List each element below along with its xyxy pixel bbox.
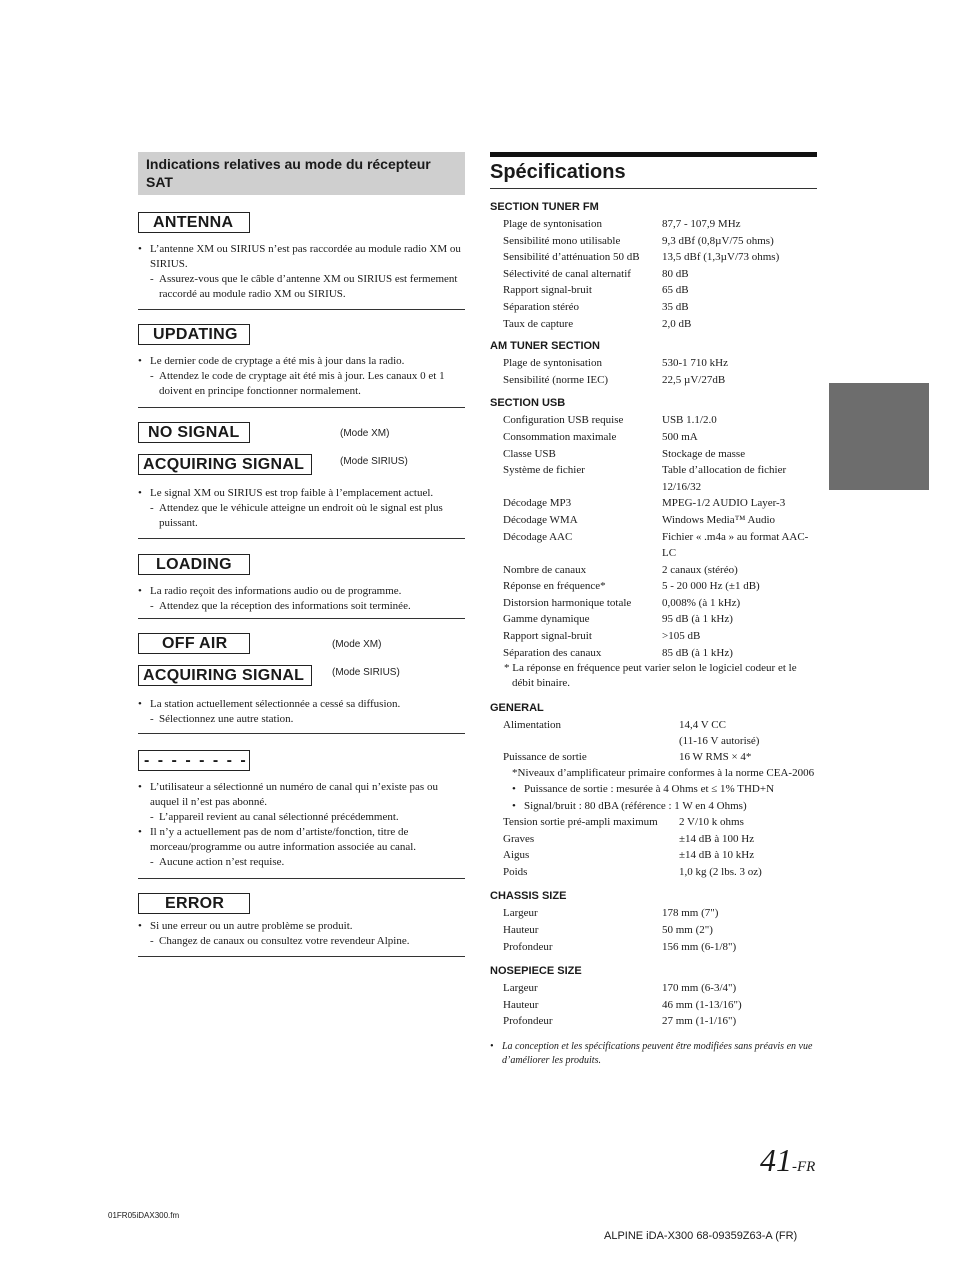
spec-value: 65 dB [662, 284, 689, 297]
spec-label: Système de fichier [503, 464, 585, 477]
fm-spec-rows [490, 216, 817, 332]
spec-row [490, 249, 817, 266]
off-air-section [138, 633, 465, 734]
spec-row [490, 562, 817, 579]
spec-label: Sélectivité de canal alternatif [503, 267, 631, 280]
divider [138, 618, 465, 619]
spec-label: Profondeur [503, 1015, 553, 1028]
spec-label: Rapport signal-bruit [503, 284, 592, 297]
bullet-item: • La station actuellement sélectionnée a cessé sa diffusion. [138, 697, 465, 712]
spec-value: 46 mm (1-13/16") [662, 998, 742, 1011]
spec-value-line: 14,4 V CC [679, 719, 726, 732]
spec-label: Largeur [503, 982, 538, 995]
spec-row [490, 997, 817, 1014]
antenna-list [138, 242, 465, 302]
error-display: ERROR [138, 893, 250, 914]
action-item: - Attendez le code de cryptage ait été mis à jour. Les canaux 0 et 1 doivent en principe fonctionner normalement. [138, 369, 465, 399]
spec-row [490, 847, 817, 864]
antenna-display: ANTENNA [138, 212, 250, 233]
spec-row [490, 429, 817, 446]
spec-row [490, 412, 817, 429]
spec-label: Taux de capture [503, 317, 574, 330]
spec-label: Puissance de sortie [503, 751, 587, 764]
spec-label: Décodage AAC [503, 530, 573, 543]
spec-value: 530-1 710 kHz [662, 357, 728, 370]
am-section-title: AM TUNER SECTION [490, 340, 600, 353]
chassis-section-title: CHASSIS SIZE [490, 890, 567, 903]
usb-spec-rows [490, 412, 817, 661]
loading-display: LOADING [138, 554, 250, 575]
action-item: - Aucune action n’est requise. [138, 855, 465, 870]
spec-value: 2 V/10 k ohms [679, 816, 744, 829]
spec-row [490, 282, 817, 299]
spec-label: Gamme dynamique [503, 613, 590, 626]
spec-label: Décodage MP3 [503, 497, 572, 510]
acquiring-signal-display: ACQUIRING SIGNAL [138, 454, 312, 475]
spec-label: Consommation maximale [503, 430, 617, 443]
no-signal-list [138, 486, 465, 531]
divider [138, 407, 465, 408]
spec-row [490, 578, 817, 595]
spec-row [490, 611, 817, 628]
spec-label: Séparation stéréo [503, 300, 580, 313]
general-note-bullet: • Puissance de sortie : mesurée à 4 Ohms et ≤ 1% THD+N [512, 781, 817, 798]
usb-note: * La réponse en fréquence peut varier selon le logiciel codeur et le débit binaire. [504, 662, 797, 690]
spec-label: Graves [503, 832, 535, 845]
spec-value: 170 mm (6-3/4") [662, 982, 737, 995]
action-item: - Changez de canaux ou consultez votre revendeur Alpine. [138, 934, 465, 949]
spec-value: 178 mm (7") [662, 907, 719, 920]
spec-label: Hauteur [503, 924, 539, 936]
spec-row [490, 512, 817, 529]
spec-value: Stockage de masse [662, 447, 746, 460]
spec-row [490, 749, 817, 766]
spec-row [490, 495, 817, 512]
spec-label: Sensibilité (norme IEC) [503, 373, 609, 386]
chapter-tab [829, 383, 929, 490]
mode-xm-note: (Mode XM) [340, 428, 390, 439]
spec-row [490, 299, 817, 316]
loading-list [138, 584, 465, 614]
sat-indications-column [138, 152, 465, 957]
mode-xm-note: (Mode XM) [332, 639, 382, 650]
spec-value: Table d’allocation de fichier 12/16/32 [662, 464, 787, 493]
spec-label: Profondeur [503, 940, 553, 953]
spec-value [679, 717, 817, 749]
spec-label: Configuration USB requise [503, 414, 624, 427]
spec-label: Réponse en fréquence* [503, 580, 606, 593]
acquiring-signal-display: ACQUIRING SIGNAL [138, 665, 312, 686]
general-note: *Niveaux d’amplificateur primaire conformes à la norme CEA-2006 [512, 767, 815, 780]
bullet-item: • Il n’y a actuellement pas de nom d’artiste/fonction, titre de morceau/programme ou autre information associée au canal. [138, 825, 465, 855]
spec-value: MPEG-1/2 AUDIO Layer-3 [662, 497, 786, 510]
spec-row [490, 316, 817, 333]
action-item: - Attendez que le véhicule atteigne un endroit où le signal est plus puissant. [138, 501, 465, 531]
error-list [138, 919, 465, 949]
bullet-item: • La radio reçoit des informations audio ou de programme. [138, 584, 465, 599]
spec-label: Décodage WMA [503, 513, 578, 526]
spec-row [490, 233, 817, 250]
spec-row [490, 595, 817, 612]
general-spec-rows [490, 814, 817, 880]
divider [138, 309, 465, 310]
spec-label: Distorsion harmonique totale [503, 596, 632, 609]
spec-label: Alimentation [503, 719, 562, 732]
usb-section-title: SECTION USB [490, 397, 566, 410]
spec-label: Sensibilité d’atténuation 50 dB [503, 251, 640, 264]
mode-sirius-note: (Mode SIRIUS) [332, 667, 400, 678]
spec-value: Windows Media™ Audio [662, 513, 775, 526]
spec-value: 500 mA [662, 430, 698, 443]
spec-value: 85 dB (à 1 kHz) [662, 646, 733, 659]
spec-value: 1,0 kg (2 lbs. 3 oz) [679, 865, 762, 878]
spec-value: 2 canaux (stéréo) [662, 563, 738, 576]
nosepiece-spec-rows [490, 980, 817, 1030]
spec-row [490, 462, 817, 495]
bullet-item: • L’utilisateur a sélectionné un numéro de canal qui n’existe pas ou auquel il n’est pas abonné. [138, 780, 465, 810]
action-item: - Attendez que la réception des informations soit terminée. [138, 599, 465, 614]
spec-value: 50 mm (2") [662, 924, 713, 936]
dashes-display: - - - - - - - - [138, 750, 250, 771]
document-footer: ALPINE iDA-X300 68-09359Z63-A (FR) [604, 1230, 798, 1242]
spec-value: >105 dB [662, 630, 701, 643]
spec-value: 13,5 dBf (1,3µV/73 ohms) [662, 251, 780, 264]
specifications-column [490, 152, 817, 1068]
spec-value: USB 1.1/2.0 [662, 414, 717, 427]
mode-sirius-note: (Mode SIRIUS) [340, 456, 408, 467]
spec-value: 16 W RMS × 4* [679, 751, 752, 764]
spec-row [490, 1013, 817, 1030]
updating-section [138, 324, 465, 408]
divider [138, 538, 465, 539]
spec-label: Plage de syntonisation [503, 218, 602, 230]
spec-label: Poids [503, 865, 528, 878]
spec-label: Nombre de canaux [503, 563, 587, 576]
no-signal-section [138, 422, 465, 539]
spec-value: 5 - 20 000 Hz (±1 dB) [662, 580, 760, 593]
spec-value: 27 mm (1-1/16") [662, 1015, 737, 1028]
spec-row [490, 372, 817, 389]
spec-label: Hauteur [503, 998, 539, 1011]
spec-label: Plage de syntonisation [503, 357, 602, 370]
nosepiece-section-title: NOSEPIECE SIZE [490, 965, 582, 978]
page-language-suffix: -FR [792, 1159, 816, 1175]
spec-row [490, 717, 817, 749]
spec-row [490, 529, 817, 562]
spec-value-line: (11-16 V autorisé) [679, 734, 760, 747]
spec-row [490, 831, 817, 848]
off-air-list [138, 697, 465, 727]
updating-list [138, 354, 465, 399]
bullet-item: • Si une erreur ou un autre problème se produit. [138, 919, 465, 934]
divider [138, 878, 465, 879]
spec-row [490, 864, 817, 881]
spec-value: 35 dB [662, 300, 689, 313]
spec-row [490, 216, 817, 233]
bullet-item: • L’antenne XM ou SIRIUS n’est pas raccordée au module radio XM ou SIRIUS. [138, 242, 465, 272]
updating-display: UPDATING [138, 324, 250, 345]
spec-row [490, 645, 817, 662]
spec-label: Tension sortie pré-ampli maximum [503, 816, 658, 829]
no-channel-list [138, 780, 465, 870]
spec-row [490, 814, 817, 831]
action-item: - Sélectionnez une autre station. [138, 712, 465, 727]
spec-value: ±14 dB à 100 Hz [679, 832, 755, 845]
bullet-item: • Le dernier code de cryptage a été mis à jour dans la radio. [138, 354, 465, 369]
spec-value: 2,0 dB [662, 317, 692, 330]
divider [138, 733, 465, 734]
am-spec-rows [490, 355, 817, 388]
spec-label: Sensibilité mono utilisable [503, 234, 621, 247]
specifications-title: Spécifications [490, 152, 817, 189]
spec-label: Rapport signal-bruit [503, 630, 592, 643]
spec-value: 9,3 dBf (0,8µV/75 ohms) [662, 234, 774, 247]
spec-row [490, 905, 817, 922]
spec-label: Classe USB [503, 447, 556, 460]
loading-section [138, 554, 465, 619]
bullet-item: • Le signal XM ou SIRIUS est trop faible à l’emplacement actuel. [138, 486, 465, 501]
action-item: - Assurez-vous que le câble d’antenne XM ou SIRIUS est fermement raccordé au module radio XM ou SIRIUS. [138, 272, 465, 302]
general-note-bullet: • Signal/bruit : 80 dBA (référence : 1 W en 4 Ohms) [512, 798, 817, 815]
spec-value: 0,008% (à 1 kHz) [662, 596, 741, 609]
fm-section-title: SECTION TUNER FM [490, 201, 599, 213]
chassis-spec-rows [490, 905, 817, 955]
spec-row [490, 355, 817, 372]
spec-label: Aigus [503, 849, 530, 862]
antenna-section [138, 212, 465, 310]
design-footnote: • La conception et les spécifications peuvent être modifiées sans préavis en vue d’améliorer les produits. [490, 1040, 817, 1068]
spec-row [490, 628, 817, 645]
spec-label: Largeur [503, 907, 538, 920]
divider [138, 956, 465, 957]
spec-row [490, 939, 817, 956]
spec-value: 22,5 µV/27dB [662, 373, 726, 386]
file-name: 01FR05iDAX300.fm [108, 1211, 180, 1220]
no-channel-section [138, 750, 465, 879]
general-section-title: GENERAL [490, 702, 544, 715]
spec-row [490, 922, 817, 939]
error-section [138, 893, 465, 957]
spec-value: 156 mm (6-1/8") [662, 940, 737, 953]
action-item: - L’appareil revient au canal sélectionné précédemment. [138, 810, 465, 825]
spec-value: 80 dB [662, 267, 689, 280]
spec-value: ±14 dB à 10 kHz [679, 849, 755, 862]
no-signal-display: NO SIGNAL [138, 422, 250, 443]
spec-value: 87,7 - 107,9 MHz [662, 218, 741, 230]
off-air-display: OFF AIR [138, 633, 250, 654]
spec-value: 95 dB (à 1 kHz) [662, 613, 733, 626]
spec-label: Séparation des canaux [503, 646, 602, 659]
page-number-value: 41 [760, 1142, 792, 1178]
spec-value: Fichier « .m4a » au format AAC-LC [662, 530, 809, 560]
page-number [760, 1142, 815, 1185]
spec-row [490, 980, 817, 997]
spec-row [490, 446, 817, 463]
spec-row [490, 266, 817, 283]
sat-indications-heading: Indications relatives au mode du récepteur SAT [138, 152, 465, 195]
